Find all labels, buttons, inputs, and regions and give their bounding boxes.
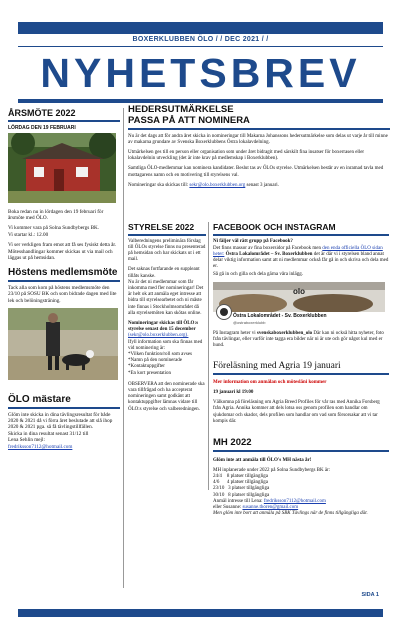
- section-rule: [128, 128, 390, 130]
- forelasning-red-note: Mer information om anmälan och mötesläni kommer: [213, 379, 327, 385]
- top-bar: [18, 22, 383, 34]
- list-item: 4/6 4 platser tillgängliga: [213, 480, 268, 486]
- list-item: *Kontaktuppgifter: [128, 364, 165, 370]
- arsmote-text-1: Boka redan nu in lördagen den 19 februari för årsmöte med ÖLO.: [8, 208, 104, 221]
- mh-italic-note: Men glöm inte bort att anmäla på SBK Tävlings när de finns tillgängliga där.: [213, 511, 368, 517]
- instagram-suffix: Där kan ni också hitta nyheter, foto från tävlingar, eller varför inte tagga era bilder när ni är ute och gör något kul med er hund.: [213, 330, 384, 349]
- section-rule: [213, 450, 389, 452]
- styrelse-list: [128, 352, 206, 377]
- heder-heading-2: PASSA PÅ ATT NOMINERA: [128, 115, 250, 126]
- dog-training-photo: [8, 308, 118, 380]
- mh-lena-email-link[interactable]: fredriksson7112@hotmail.com: [263, 498, 326, 504]
- olo-mastare-email-link[interactable]: fredriksson7112@hotmail.com: [8, 443, 73, 450]
- list-item: *En kort presentation: [128, 370, 172, 376]
- mh-line1: MH inplanerade under 2022 på Solna Sundbybergs BK är:: [213, 467, 331, 473]
- section-rule: [213, 373, 389, 375]
- arsmote-text-4: Vi ser verkligen fram emot att få ses fysiskt detta år. Mötesshandlingar kommer skickas ut via mail och läggas ut på hemsidan.: [8, 242, 117, 261]
- forelasning-time: 19 januari kl 19:00: [213, 390, 254, 396]
- banner-title: Östra Lokalområdet - Sv. Boxerklubben: [233, 312, 327, 319]
- arsmote-photo-caption: LÖRDAG DEN 19 FEBRUARI: [8, 124, 76, 131]
- left-column: [8, 108, 120, 454]
- styrelse-text-3: Nu är det ni medlemmar som får inkomma med fler nomineringar! Det är helt ok att anmäla eget intresse att bidra till styrelsearbetet och ni måste inte finnas i Stockholmsområdet då alla styrelsemöten kan skötas online.: [128, 279, 204, 316]
- banner-subtitle: @ostraboxerklubb: [233, 319, 266, 325]
- styrelse-list-intro: Ifyll information som ska finnas med vid nominering är:: [128, 339, 203, 351]
- column-divider: [208, 222, 209, 490]
- heder-nominate-prefix: Nomineringar ska skickas till:: [128, 182, 189, 188]
- list-item: *Vilken funktion/roll som avses: [128, 351, 192, 357]
- column-divider: [123, 108, 124, 588]
- styrelse-email-link[interactable]: (sekr@olo.boxerklubben.org).: [128, 333, 189, 339]
- heder-email-link[interactable]: sekr@olo.boxerklubben.org: [189, 182, 246, 188]
- mh-contact1-prefix: Anmäl intresse till Lena:: [213, 498, 263, 504]
- heder-text-3: Samtliga ÖLO-medlemmar kan nominera kandidater. Beslut tas av ÖLOs styrelse. Utmärkelsen består av en inramad tavla med mottagarens namn och en motivering till styrelsens val.: [128, 166, 384, 178]
- facebook-heading: FACEBOOK OCH INSTAGRAM: [213, 222, 336, 232]
- facebook-question: Ni fäljer väl rätt grupp på Facebook?: [213, 238, 293, 244]
- styrelse-heading: STYRELSE 2022: [128, 222, 195, 232]
- instagram-handle: svenskaboxerklubben_olo: [256, 330, 313, 336]
- facebook-text-2: Så gå in och gilla och dela gärna våra inlägg.: [213, 271, 303, 277]
- mh-susanne-email-link[interactable]: susanne.thoren@gmail.com: [242, 504, 299, 510]
- section-rule: [8, 280, 120, 282]
- forelasning-text: Välkomna på föreläsning om Agria Breed Profiles för vår ras med Annika Forsberg från Agria. Annika kommer att dels lotsa oss genom profilen som handlar om sjukdomar och skador, dels profilen som handlar om vad som försorsakar att vi tar kompis där.: [213, 400, 380, 424]
- instagram-prefix: På Instagram heter vi: [213, 330, 256, 336]
- olo-mastare-contact: Lena Sehlin mejl:: [8, 437, 45, 444]
- heder-nominate-suffix: senast 3 januari.: [246, 182, 279, 188]
- mh-heading: MH 2022: [213, 437, 252, 449]
- list-item: 23/10 3 platser tillgängliga: [213, 486, 270, 492]
- list-item: 24/4 8 platser tillgängliga: [213, 473, 268, 479]
- styrelse-deadline: Nomineringar skickas till ÖLO:s styrelse senast den 15 december: [128, 320, 199, 333]
- arsmote-text-3: Vi startar kl.: 12.00: [8, 231, 49, 238]
- heder-heading-1: HEDERSUTMÄRKELSE: [128, 104, 234, 115]
- header-rule: [18, 46, 383, 47]
- heder-text-2: Utmärkelsen ges till en person eller organisation som under året bidragit med särskilt fina insatser för boxerrasen eller lokalavdelnin utveckling (det är inte krav på medlemskap i Boxerklubben).: [128, 149, 365, 162]
- heder-text-1: Nu är det dags att för andra året skicka in nomineringar till Makarna Johanssons hedersutmärkelse som delas ut varje år till minne av makarna grundare av Svenska Boxerklubbens Östra lokalavdelning.: [128, 133, 388, 145]
- section-rule: [213, 234, 389, 236]
- section-rule: [8, 407, 120, 409]
- facebook-banner[interactable]: [213, 282, 385, 326]
- red-house-photo: [8, 133, 116, 203]
- styrelse-text-5: OBSERVERA att den nominerade ska vara tillfrågad och ha accepterat nomineringen samt godkänt att kontaktuppgifter lämnas vidare till ÖLO:s styrelse och valberedningen.: [128, 381, 205, 412]
- forelasning-heading: Föreläsning med Agria 19 januari: [213, 361, 341, 372]
- facebook-text-suffix: det är där vi i styrelsen bland annat delar viktig information samt att ni medlemmar också får gå in och skriva och dela med er.: [213, 251, 389, 270]
- page-number: SIDA 1: [361, 592, 379, 598]
- mh-intro: Glöm inte att anmäla till ÖLO's MH nästa år!: [213, 457, 312, 463]
- styrelse-text-2: Det saknas fortfarande en suppleant tillåts kanske.: [128, 267, 200, 279]
- mh-contact2-prefix: eller Susanne:: [213, 504, 242, 510]
- masthead-rule: [18, 99, 383, 103]
- section-rule: [8, 120, 120, 122]
- facebook-page-name: Östra Lokalområdet – Sv. Boxerklubben: [225, 251, 313, 257]
- facebook-text-prefix: Det finns massor av fina boxersidor på Facebook men: [213, 245, 322, 251]
- olo-mastare-text: Glöm inte skicka in dina tävlingsresultat för både 2020 & 2021 då vi förra året beslutade att slå ihop 2020 & 2021 pga. så få tävlingstillfällen.: [8, 411, 113, 431]
- arsmote-text-2: Vi kommer vara på Solna Sundbybergs BK.: [8, 225, 100, 232]
- olo-mastare-deadline: Skicka in dina resultat senast 31/12 till: [8, 430, 89, 437]
- right-column: [213, 222, 389, 521]
- page-avatar: [216, 304, 232, 320]
- styrelse-column: [128, 222, 206, 417]
- facebook-official-link[interactable]: den enda officiella ÖLO sidan heter:: [213, 245, 383, 257]
- footer-bar: [18, 609, 383, 617]
- heder-section: [128, 104, 390, 193]
- section-rule: [128, 234, 206, 236]
- olo-mastare-heading: ÖLO mästare: [8, 394, 71, 406]
- arsmote-heading: ÅRSMÖTE 2022: [8, 108, 76, 118]
- styrelse-text-1: Valberedningens preliminära förslag till ÖLOs styrelse finns nu presenterad på hemsidan och har skickats ut i ett mail.: [128, 238, 206, 263]
- hostens-text: Tack alla som kom på höstens medlemsmöte den 23/10 på SOSU BK och som bidrade dagen med lite lek och belöningsträning.: [8, 284, 117, 304]
- issue-line: BOXERKLUBBEN ÖLO / / DEC 2021 / /: [132, 36, 269, 43]
- list-item: *Namn på den nominerade: [128, 358, 183, 364]
- list-item: 30/10 8 platser tillgängliga: [213, 492, 270, 498]
- mh-dates: [213, 474, 389, 499]
- banner-olo-text: olo: [293, 286, 305, 296]
- hostens-heading: Höstens medlemsmöte: [8, 267, 118, 279]
- masthead-title: NYHETSBREV: [40, 50, 361, 96]
